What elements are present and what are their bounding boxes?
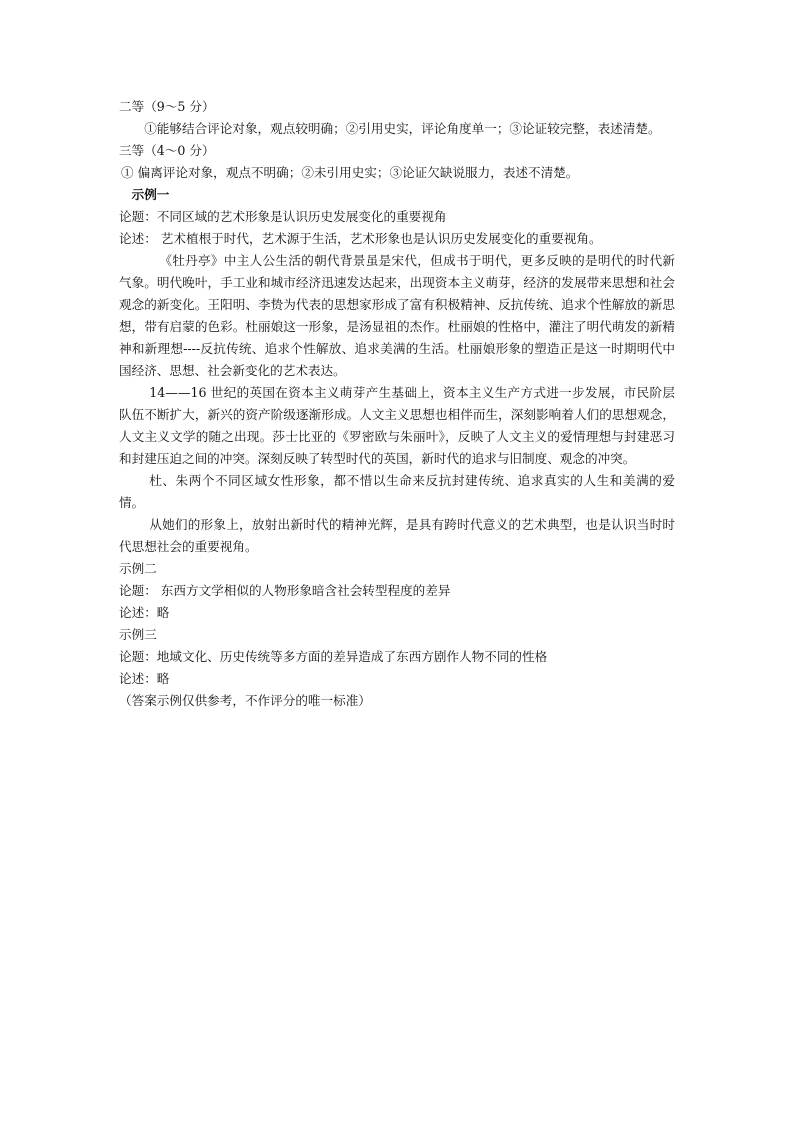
example-two-label: 示例二 [119,561,157,576]
example-three-topic: 论题：地域文化、历史传统等多方面的差异造成了东西方剧作人物不同的性格 [119,649,548,664]
reference-note: （答案示例仅供参考，不作评分的唯一标准） [119,693,371,708]
example-one-paragraph-england: 14——16 世纪的英国在资本主义萌芽产生基础上，资本主义生产方式进一步发展，市民阶层队伍不断扩大，新兴的资产阶级逐渐形成。人文主义思想也相伴而生，深刻影响着人们的思想观念，人文主义文学的随之出现。莎士比亚的《罗密欧与朱丽叶》，反映了人文主义的爱情理想与封建恶习和封建压迫之间的冲突。深刻反映了转型时代的英国，新时代的追求与旧制度、观念的冲突。 [119,385,675,466]
example-one-paragraph-peony: 《牡丹亭》中主人公生活的朝代背景虽是宋代，但成书于明代，更多反映的是明代的时代新气象。明代晚叶，手工业和城市经济迅速发达起来，出现资本主义萌芽，经济的发展带来思想和社会观念的新变化。王阳明、李贽为代表的思想家形成了富有积极精神、反抗传统、追求个性解放的新思想，带有启蒙的色彩。杜丽娘这一形象，是汤显祖的杰作。杜丽娘的性格中，灌注了明代萌发的新精神和新理想----反抗传统、追求个性解放、追求美满的生活。杜丽娘形象的塑造正是这一时期明代中国经济、思想、社会新变化的艺术表达。 [119,253,675,378]
example-one-thesis: 论述： 艺术植根于时代，艺术源于生活，艺术形象也是认识历史发展变化的重要视角。 [119,231,602,246]
example-three-label: 示例三 [119,627,157,642]
grade-three-description: ① 偏离评论对象，观点不明确；②未引用史实；③论证欠缺说服力，表述不清楚。 [121,165,579,180]
grade-two-heading: 二等（9～5 分） [119,99,215,114]
grade-three-heading: 三等（4～0 分） [119,143,215,158]
grade-two-description: ①能够结合评论对象，观点较明确；②引用史实，评论角度单一；③论证较完整，表述清楚。 [144,121,661,136]
example-one-paragraph-compare: 杜、朱两个不同区域女性形象，都不惜以生命来反抗封建传统、追求真实的人生和美满的爱情。 [119,473,675,510]
answer-content [119,96,675,712]
example-two-argument: 论述：略 [119,605,170,620]
example-three-argument: 论述：略 [119,671,170,686]
example-one-topic: 论题：不同区域的艺术形象是认识历史发展变化的重要视角 [119,209,447,224]
example-two-topic: 论题： 东西方文学相似的人物形象暗含社会转型程度的差异 [119,583,451,598]
example-one-paragraph-conclusion: 从她们的形象上，放射出新时代的精神光辉，是具有跨时代意义的艺术典型，也是认识当时时代思想社会的重要视角。 [119,517,675,554]
example-one-label: 示例一 [131,187,170,202]
